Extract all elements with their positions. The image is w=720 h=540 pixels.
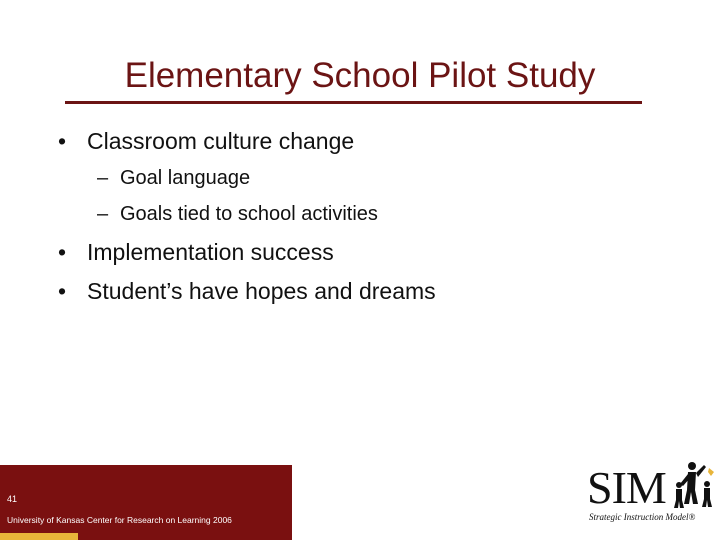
bullet-marker: •: [58, 239, 67, 265]
sub-bullet-text: Goals tied to school activities: [120, 203, 378, 225]
slide-title: Elementary School Pilot Study: [124, 56, 596, 95]
bullet-marker: •: [58, 128, 67, 154]
figures-icon: [671, 460, 717, 514]
sim-tagline: Strategic Instruction Model®: [589, 512, 696, 522]
title-underline: [65, 101, 642, 104]
bullet-text: Student’s have hopes and dreams: [87, 278, 436, 304]
sim-logo: [583, 460, 717, 528]
sub-bullet-marker: –: [97, 167, 109, 189]
footer-credit: University of Kansas Center for Research on Learning 2006: [7, 515, 232, 525]
sim-wordmark: SIM: [587, 462, 666, 513]
bullet-marker: •: [58, 278, 67, 304]
bullet-text: Implementation success: [87, 239, 334, 265]
sub-bullet-marker: –: [97, 203, 109, 225]
sub-bullet-text: Goal language: [120, 167, 251, 189]
bullet-text: Classroom culture change: [87, 128, 355, 154]
footer-accent-stripe: [0, 533, 78, 540]
slide-number: 41: [7, 494, 18, 504]
